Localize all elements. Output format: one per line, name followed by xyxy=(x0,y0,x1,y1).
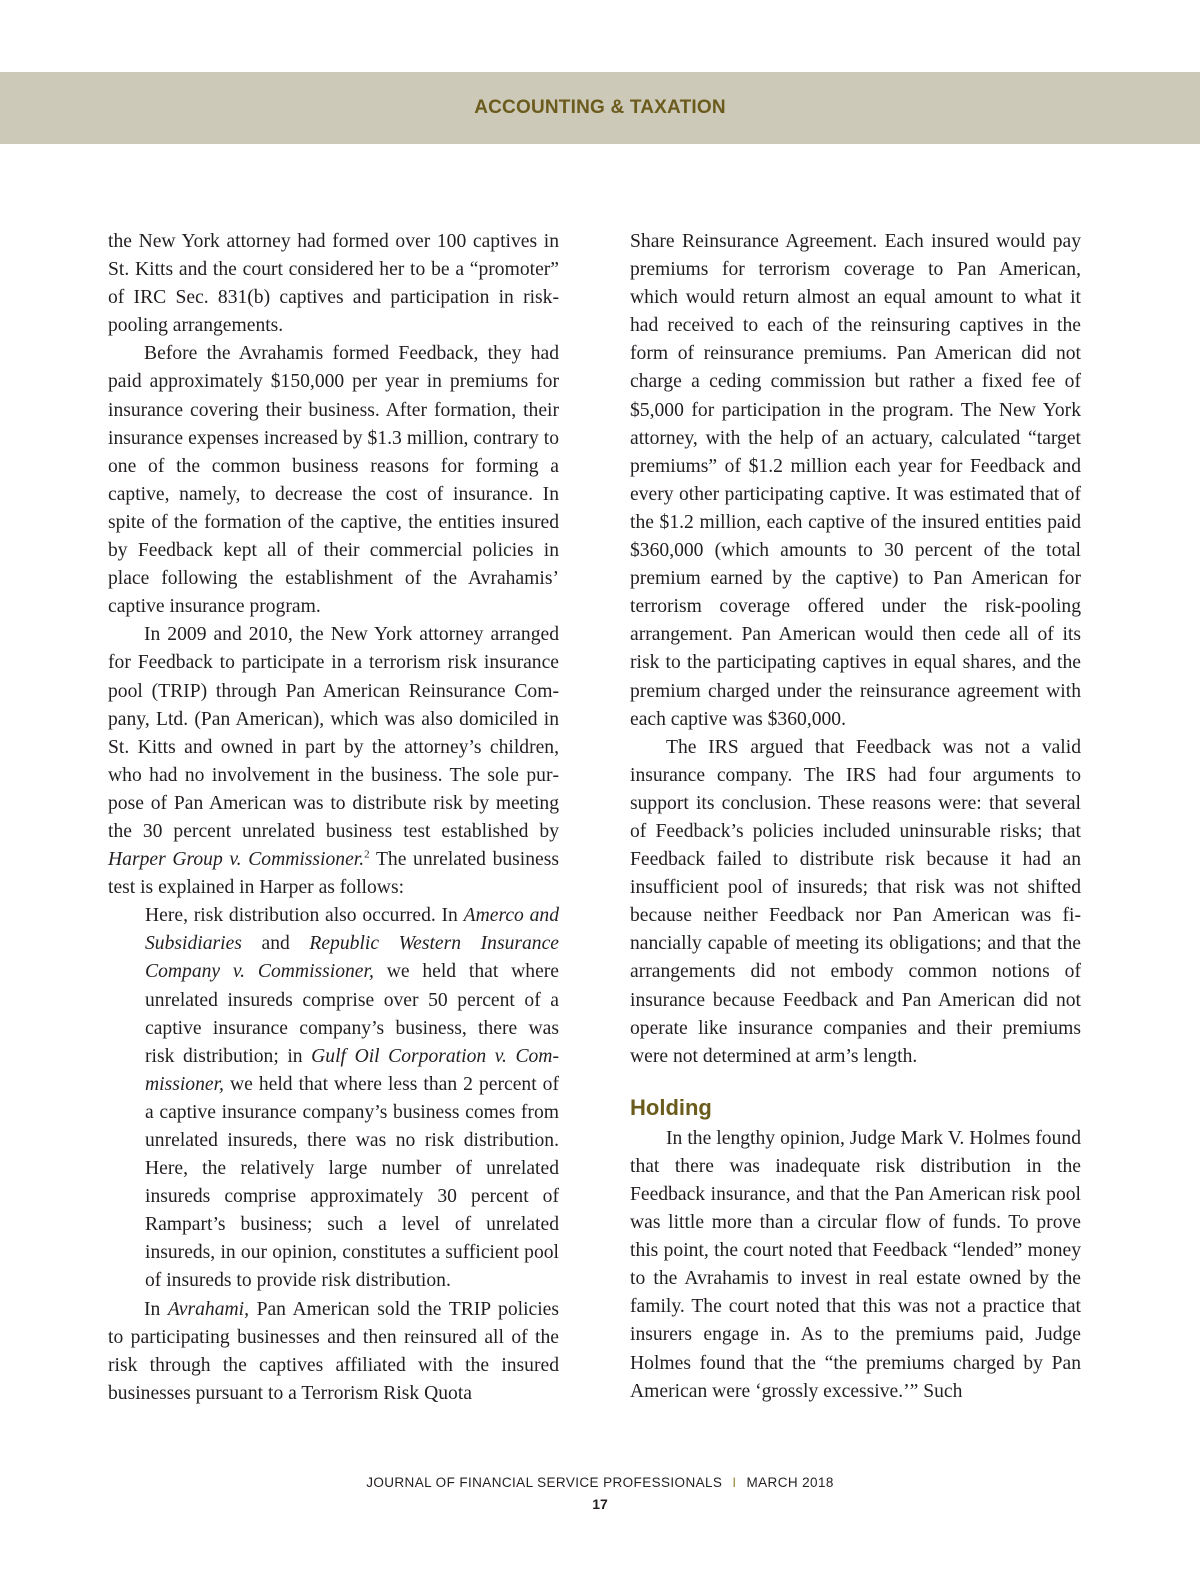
section-heading: Holding xyxy=(630,1094,712,1120)
case-citation: Avrahami, xyxy=(167,1298,249,1320)
paragraph-text: Pan American sold the TRIP policies to participating businesses and then reinsured all of the risk through the captives affiliated with the insured businesses pursuant to a Terrorism Risk Quota xyxy=(108,1298,559,1404)
paragraph-text: In xyxy=(144,1298,168,1320)
case-citation: Harper Group v. Commissioner. xyxy=(108,849,365,871)
left-column xyxy=(108,228,559,1408)
case-citation: Republic Western Insurance Company v. Commissioner, xyxy=(145,933,559,983)
paragraph-text: The unrelated business test is explained in Harper as follows: xyxy=(108,849,559,899)
page-footer xyxy=(0,1475,1200,1512)
paragraph xyxy=(108,1296,559,1408)
block-quote xyxy=(145,902,559,1295)
quote-text: we held that where less than 2 percent of a captive insurance company’s business comes from unrelated insureds, there was no risk distribution. Here, the relatively large number of unrelated insureds comprise approximately 30 percent of Rampart’s business; such a level of unrelated insureds, in our opinion, constitutes a sufficient pool of insureds to provide risk distribution. xyxy=(145,1073,559,1292)
case-citation: Gulf Oil Corporation v. Commissioner, xyxy=(145,1045,559,1095)
section-title: ACCOUNTING & TAXATION xyxy=(474,97,726,118)
paragraph-text: In 2009 and 2010, the New York attorney arranged for Feedback to participate in a terrorism risk insurance pool (TRIP) through Pan American Reinsurance Company, Ltd. (Pan American), which was also domiciled in St. Kitts and owned in part by the attorney’s children, who had no involvement in the business. The sole purpose of Pan American was to distribute risk by meeting the 30 percent unrelated business test established by xyxy=(108,624,559,842)
quote-text: and xyxy=(241,933,310,955)
page-number: 17 xyxy=(592,1496,608,1512)
paragraph: Share Reinsurance Agreement. Each insured would pay premiums for terrorism coverage to Pan American, which would return almost an equal amount to what it had received to each of the reinsuring captives in the form of reinsurance premiums. Pan American did not charge a ceding commission but rather a fixed fee of $5,000 for participation in the program. The New York attorney, with the help of an actuary, calculated “target premiums” of $1.2 million each year for Feedback and every other participating captive. It was estimated that of the $1.2 million, each captive of the insured entities paid $360,000 (which amounts to 30 percent of the total premium earned by the captive) to Pan American for terrorism coverage offered under the risk-pooling arrangement. Pan American would then cede all of its risk to the participating captives in equal shares, and the premium charged under the reinsurance agreement with each captive was $360,000. xyxy=(630,231,1081,730)
quote-text: Here, risk distribution also occurred. In xyxy=(145,905,464,927)
paragraph: Before the Avrahamis formed Feedback, they had paid approximately $150,000 per year in premiums for insurance covering their business. After formation, their insurance expenses increased by $1.3 million, contrary to one of the common business reasons for forming a captive, namely, to decrease the cost of insurance. In spite of the formation of the captive, the entities insured by Feedback kept all of their commercial policies in place following the establishment of the Avrahamis’ captive insurance program. xyxy=(108,343,559,618)
paragraph xyxy=(108,621,559,902)
footer-line xyxy=(0,1475,1200,1490)
journal-name: JOURNAL OF FINANCIAL SERVICE PROFESSIONALS xyxy=(366,1475,723,1490)
paragraph: In the lengthy opinion, Judge Mark V. Holmes found that there was inadequate risk distribution in the Feedback insurance, and that the Pan American risk pool was little more than a circular flow of funds. To prove this point, the court noted that Feedback “lended” money to the Avrahamis to invest in real estate owned by the family. The court noted that this was not a practice that insurers engage in. As to the premiums paid, Judge Holmes found that the “the premiums charged by Pan American were ‘grossly excessive.’” Such xyxy=(630,1127,1081,1402)
paragraph: the New York attorney had formed over 100 captives in St. Kitts and the court considered her to be a “promoter” of IRC Sec. 831(b) captives and participation in risk-pooling arrangements. xyxy=(108,231,559,337)
footer-separator: I xyxy=(732,1475,737,1490)
section-banner xyxy=(0,72,1200,144)
issue-date: MARCH 2018 xyxy=(746,1475,834,1490)
quote-text: we held that where unrelated insureds comprise over 50 percent of a captive insurance company’s business, there was risk distribution; in xyxy=(145,961,559,1067)
right-column xyxy=(630,228,1081,1406)
footnote-marker: 2 xyxy=(364,848,370,861)
case-citation: Amerco and Subsidiaries xyxy=(145,905,559,955)
paragraph: The IRS argued that Feedback was not a valid insurance company. The IRS had four arguments to support its conclusion. These reasons were: that several of Feedback’s policies included uninsurable risks; that Feedback failed to distribute risk because it had an insufficient pool of insureds; that risk was not shifted because neither Feedback nor Pan American was financially capable of meeting its obligations; and that the arrangements did not embody common notions of insurance because Feedback and Pan American did not operate like insurance companies and their premiums were not determined at arm’s length. xyxy=(630,736,1081,1067)
